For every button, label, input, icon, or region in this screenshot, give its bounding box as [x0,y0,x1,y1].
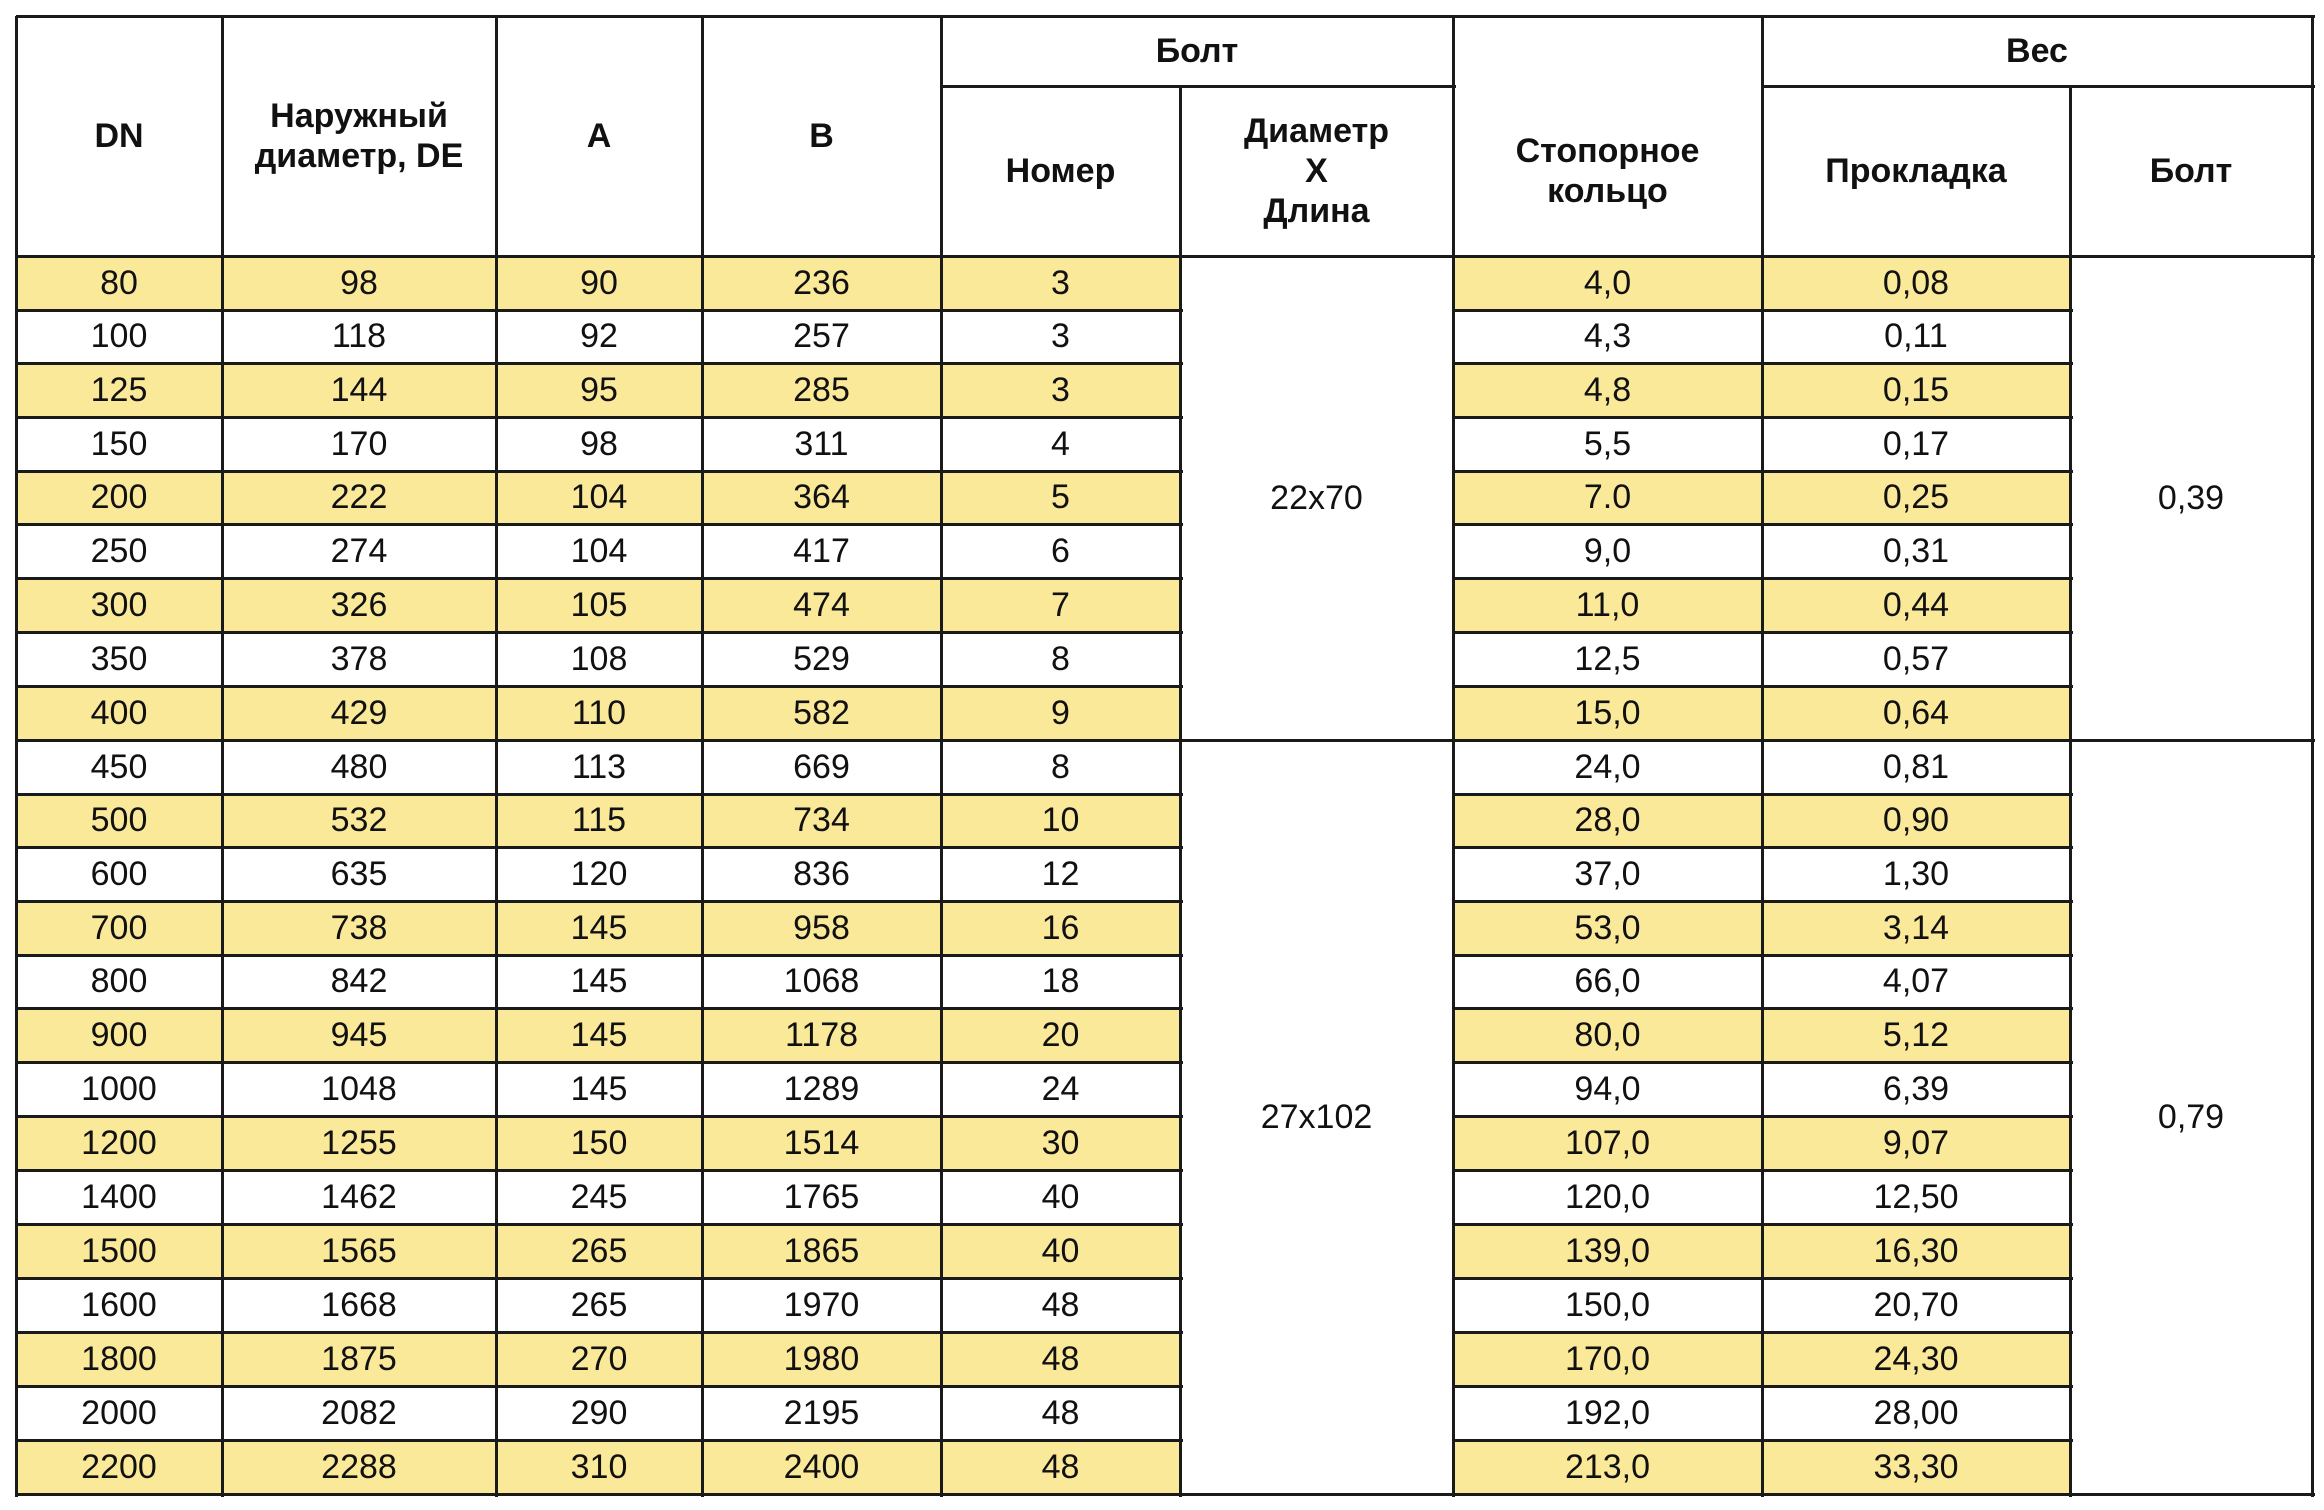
cell-gasket: 9,07 [1762,1116,2070,1170]
cell-num: 3 [941,256,1180,310]
grid-line-h [16,577,1183,580]
cell-retaining-ring: 24,0 [1574,747,1641,786]
cell-gasket: 0,08 [1762,256,2070,310]
grid-line-h [16,1385,1183,1388]
grid-line-h [1453,1007,2073,1010]
grid-line-h [16,900,1183,903]
cell-de: 170 [330,424,388,463]
cell-num: 3 [1051,317,1070,356]
cell-b: 582 [702,686,941,740]
merged-bolt-size-1: 22x70 [1270,478,1363,517]
cell-b: 1289 [783,1069,860,1108]
grid-line-h [16,1439,1183,1442]
cell-de: 945 [222,1008,496,1062]
header-outer-diameter: Наружный диаметр, DE [254,96,464,175]
merged-bolt-weight-2: 0,79 [2157,1097,2225,1136]
cell-de: 532 [222,794,496,847]
cell-a: 110 [496,686,702,740]
grid-line-h [1453,900,2073,903]
grid-line-h [16,739,2315,742]
grid-line-h [1453,1115,2073,1118]
cell-de: 2288 [222,1440,496,1494]
cell-a: 310 [496,1440,702,1494]
cell-retaining-ring: 5,5 [1583,424,1632,463]
cell-de: 429 [222,686,496,740]
cell-de: 378 [330,639,388,678]
cell-dn: 1400 [81,1177,157,1216]
cell-a: 113 [571,747,627,786]
cell-dn: 500 [16,794,222,847]
merged-bolt-weight-1: 0,39 [2157,478,2225,517]
cell-de: 118 [331,317,387,356]
cell-b: 1068 [783,962,860,1001]
grid-line-h [1453,1223,2073,1226]
grid-line-v [495,16,498,1497]
grid-line-v [1179,86,1182,1497]
cell-b: 311 [794,424,849,463]
cell-b: 1865 [702,1224,941,1278]
grid-line-v [15,16,18,1497]
cell-gasket: 0,31 [1882,531,1950,570]
cell-b: 734 [702,794,941,847]
cell-retaining-ring: 94,0 [1574,1069,1641,1108]
cell-gasket: 20,70 [1873,1285,1959,1324]
cell-gasket: 0,90 [1762,794,2070,847]
grid-line-v [1452,16,1455,1497]
cell-dn: 400 [16,686,222,740]
cell-de: 1668 [321,1285,397,1324]
cell-retaining-ring: 7.0 [1453,471,1762,524]
cell-gasket: 0,15 [1762,363,2070,417]
cell-gasket: 3,14 [1762,901,2070,955]
cell-retaining-ring: 120,0 [1564,1177,1651,1216]
cell-de: 144 [222,363,496,417]
cell-num: 40 [941,1224,1180,1278]
cell-retaining-ring: 11,0 [1453,578,1762,632]
cell-num: 9 [941,686,1180,740]
cell-a: 95 [496,363,702,417]
cell-b: 1514 [702,1116,941,1170]
cell-de: 222 [222,471,496,524]
cell-retaining-ring: 28,0 [1453,794,1762,847]
cell-b: 836 [793,854,850,893]
grid-line-h [1453,309,2073,312]
grid-line-h [16,1493,2315,1496]
cell-b: 1178 [702,1008,941,1062]
cell-b: 1980 [702,1332,941,1386]
grid-line-h [1453,1385,2073,1388]
cell-num: 16 [941,901,1180,955]
cell-b: 236 [702,256,941,310]
flange-spec-table [16,16,2312,1494]
header-bolt-group: Болт [1155,31,1239,70]
cell-retaining-ring: 37,0 [1574,854,1641,893]
cell-b: 2400 [702,1440,941,1494]
cell-de: 2082 [321,1393,397,1432]
header-weight-group: Вес [2006,31,2068,70]
cell-de: 274 [330,531,388,570]
grid-line-v [1761,16,1764,1497]
grid-line-h [16,309,1183,312]
cell-retaining-ring: 213,0 [1453,1440,1762,1494]
header-bolt-size: Диаметр X Длина [1243,111,1390,231]
grid-line-h [1453,1331,2073,1334]
cell-b: 417 [793,531,850,570]
cell-dn: 900 [16,1008,222,1062]
cell-num: 7 [941,578,1180,632]
grid-line-h [1453,523,2073,526]
cell-num: 4 [1051,424,1070,463]
cell-dn: 150 [90,424,148,463]
cell-num: 48 [1041,1393,1080,1432]
cell-num: 40 [1041,1177,1080,1216]
cell-a: 265 [496,1224,702,1278]
cell-de: 1875 [222,1332,496,1386]
cell-num: 8 [1051,639,1070,678]
header-bolt-weight: Болт [2149,151,2233,190]
cell-dn: 250 [90,531,148,570]
cell-b: 285 [702,363,941,417]
grid-line-h [1762,85,2315,88]
cell-dn: 300 [16,578,222,632]
grid-line-h [16,685,1183,688]
cell-gasket: 0,25 [1762,471,2070,524]
cell-de: 1565 [222,1224,496,1278]
cell-dn: 200 [16,471,222,524]
cell-b: 1970 [783,1285,860,1324]
cell-b: 257 [793,317,850,356]
grid-line-h [16,470,1183,473]
cell-dn: 1600 [81,1285,157,1324]
cell-a: 145 [496,901,702,955]
cell-num: 48 [941,1332,1180,1386]
cell-retaining-ring: 80,0 [1453,1008,1762,1062]
cell-retaining-ring: 53,0 [1453,901,1762,955]
cell-gasket: 0,64 [1762,686,2070,740]
cell-a: 98 [580,424,618,463]
cell-b: 1765 [783,1177,860,1216]
cell-dn: 350 [90,639,148,678]
cell-de: 480 [330,747,388,786]
cell-de: 1462 [321,1177,397,1216]
cell-num: 48 [941,1440,1180,1494]
grid-line-h [1453,1439,2073,1442]
grid-line-h [16,1169,1183,1172]
cell-a: 270 [496,1332,702,1386]
cell-num: 48 [1041,1285,1080,1324]
header-b: B [809,116,834,155]
cell-a: 145 [570,1069,628,1108]
cell-gasket: 6,39 [1882,1069,1950,1108]
cell-dn: 2000 [81,1393,157,1432]
grid-line-h [16,362,1183,365]
cell-num: 10 [941,794,1180,847]
cell-retaining-ring: 4,8 [1453,363,1762,417]
cell-retaining-ring: 139,0 [1453,1224,1762,1278]
cell-num: 20 [941,1008,1180,1062]
cell-a: 105 [496,578,702,632]
cell-gasket: 0,17 [1882,424,1950,463]
cell-dn: 100 [90,317,148,356]
cell-num: 30 [941,1116,1180,1170]
cell-b: 474 [702,578,941,632]
cell-dn: 1500 [16,1224,222,1278]
header-a: A [586,116,612,155]
cell-a: 90 [496,256,702,310]
cell-dn: 1800 [16,1332,222,1386]
cell-gasket: 12,50 [1873,1177,1959,1216]
cell-num: 12 [1041,854,1080,893]
grid-line-h [1453,1277,2073,1280]
grid-line-h [16,1061,1183,1064]
cell-gasket: 33,30 [1762,1440,2070,1494]
grid-line-h [16,1007,1183,1010]
cell-num: 24 [1041,1069,1080,1108]
header-bolt-number: Номер [1005,151,1116,190]
grid-line-h [1453,793,2073,796]
cell-b: 2195 [783,1393,860,1432]
grid-line-v [2311,16,2314,1497]
grid-line-h [1453,1169,2073,1172]
grid-line-h [1453,470,2073,473]
grid-line-v [701,16,704,1497]
cell-gasket: 5,12 [1762,1008,2070,1062]
cell-retaining-ring: 107,0 [1453,1116,1762,1170]
cell-b: 958 [702,901,941,955]
cell-dn: 450 [90,747,148,786]
grid-line-v [221,16,224,1497]
cell-b: 669 [793,747,850,786]
cell-de: 738 [222,901,496,955]
grid-line-h [941,85,1456,88]
cell-a: 104 [496,471,702,524]
cell-de: 1255 [222,1116,496,1170]
grid-line-h [16,416,1183,419]
cell-num: 5 [941,471,1180,524]
cell-dn: 1000 [81,1069,157,1108]
grid-line-h [16,1277,1183,1280]
cell-retaining-ring: 66,0 [1574,962,1641,1001]
cell-retaining-ring: 170,0 [1453,1332,1762,1386]
cell-de: 326 [222,578,496,632]
cell-gasket: 0,11 [1884,317,1948,356]
grid-line-v [940,16,943,1497]
cell-a: 245 [570,1177,628,1216]
cell-retaining-ring: 12,5 [1574,639,1641,678]
grid-line-h [16,954,1183,957]
cell-retaining-ring: 4,3 [1583,317,1632,356]
cell-a: 92 [580,317,618,356]
cell-retaining-ring: 15,0 [1453,686,1762,740]
cell-de: 1048 [321,1069,397,1108]
grid-line-h [1453,631,2073,634]
header-gasket: Прокладка [1825,151,2007,190]
grid-line-h [16,1223,1183,1226]
cell-a: 145 [496,1008,702,1062]
grid-line-h [16,846,1183,849]
grid-line-h [16,1115,1183,1118]
header-retaining-ring: Стопорное кольцо [1515,131,1700,210]
cell-num: 3 [941,363,1180,417]
cell-de: 635 [330,854,388,893]
cell-gasket: 1,30 [1882,854,1950,893]
cell-a: 115 [496,794,702,847]
grid-line-h [16,1331,1183,1334]
cell-a: 145 [570,962,628,1001]
grid-line-h [1453,362,2073,365]
grid-line-v [2069,86,2072,1497]
cell-retaining-ring: 192,0 [1564,1393,1651,1432]
cell-num: 18 [1041,962,1080,1001]
cell-dn: 80 [16,256,222,310]
grid-line-h [1453,685,2073,688]
grid-line-h [1453,1061,2073,1064]
cell-gasket: 4,07 [1882,962,1950,1001]
cell-dn: 700 [16,901,222,955]
header-dn: DN [94,116,144,155]
cell-gasket: 24,30 [1762,1332,2070,1386]
grid-line-h [16,255,2315,258]
grid-line-h [1453,577,2073,580]
cell-gasket: 0,81 [1882,747,1950,786]
cell-de: 842 [330,962,388,1001]
cell-dn: 1200 [16,1116,222,1170]
cell-b: 364 [702,471,941,524]
grid-line-h [1453,846,2073,849]
grid-line-h [1453,954,2073,957]
cell-retaining-ring: 9,0 [1583,531,1632,570]
cell-num: 8 [1051,747,1070,786]
cell-gasket: 16,30 [1762,1224,2070,1278]
cell-dn: 125 [16,363,222,417]
cell-dn: 800 [90,962,148,1001]
grid-line-h [16,793,1183,796]
grid-line-h [16,15,2315,18]
cell-retaining-ring: 150,0 [1564,1285,1651,1324]
cell-a: 108 [570,639,628,678]
cell-dn: 2200 [16,1440,222,1494]
grid-line-h [16,631,1183,634]
cell-b: 529 [793,639,850,678]
cell-gasket: 0,44 [1762,578,2070,632]
cell-retaining-ring: 4,0 [1453,256,1762,310]
cell-a: 290 [570,1393,628,1432]
cell-num: 6 [1051,531,1070,570]
cell-gasket: 28,00 [1873,1393,1959,1432]
grid-line-h [16,523,1183,526]
cell-a: 104 [570,531,628,570]
cell-a: 265 [570,1285,628,1324]
cell-de: 98 [222,256,496,310]
grid-line-h [1453,416,2073,419]
merged-bolt-size-2: 27x102 [1260,1097,1373,1136]
cell-a: 120 [570,854,628,893]
cell-dn: 600 [90,854,148,893]
cell-gasket: 0,57 [1882,639,1950,678]
cell-a: 150 [496,1116,702,1170]
